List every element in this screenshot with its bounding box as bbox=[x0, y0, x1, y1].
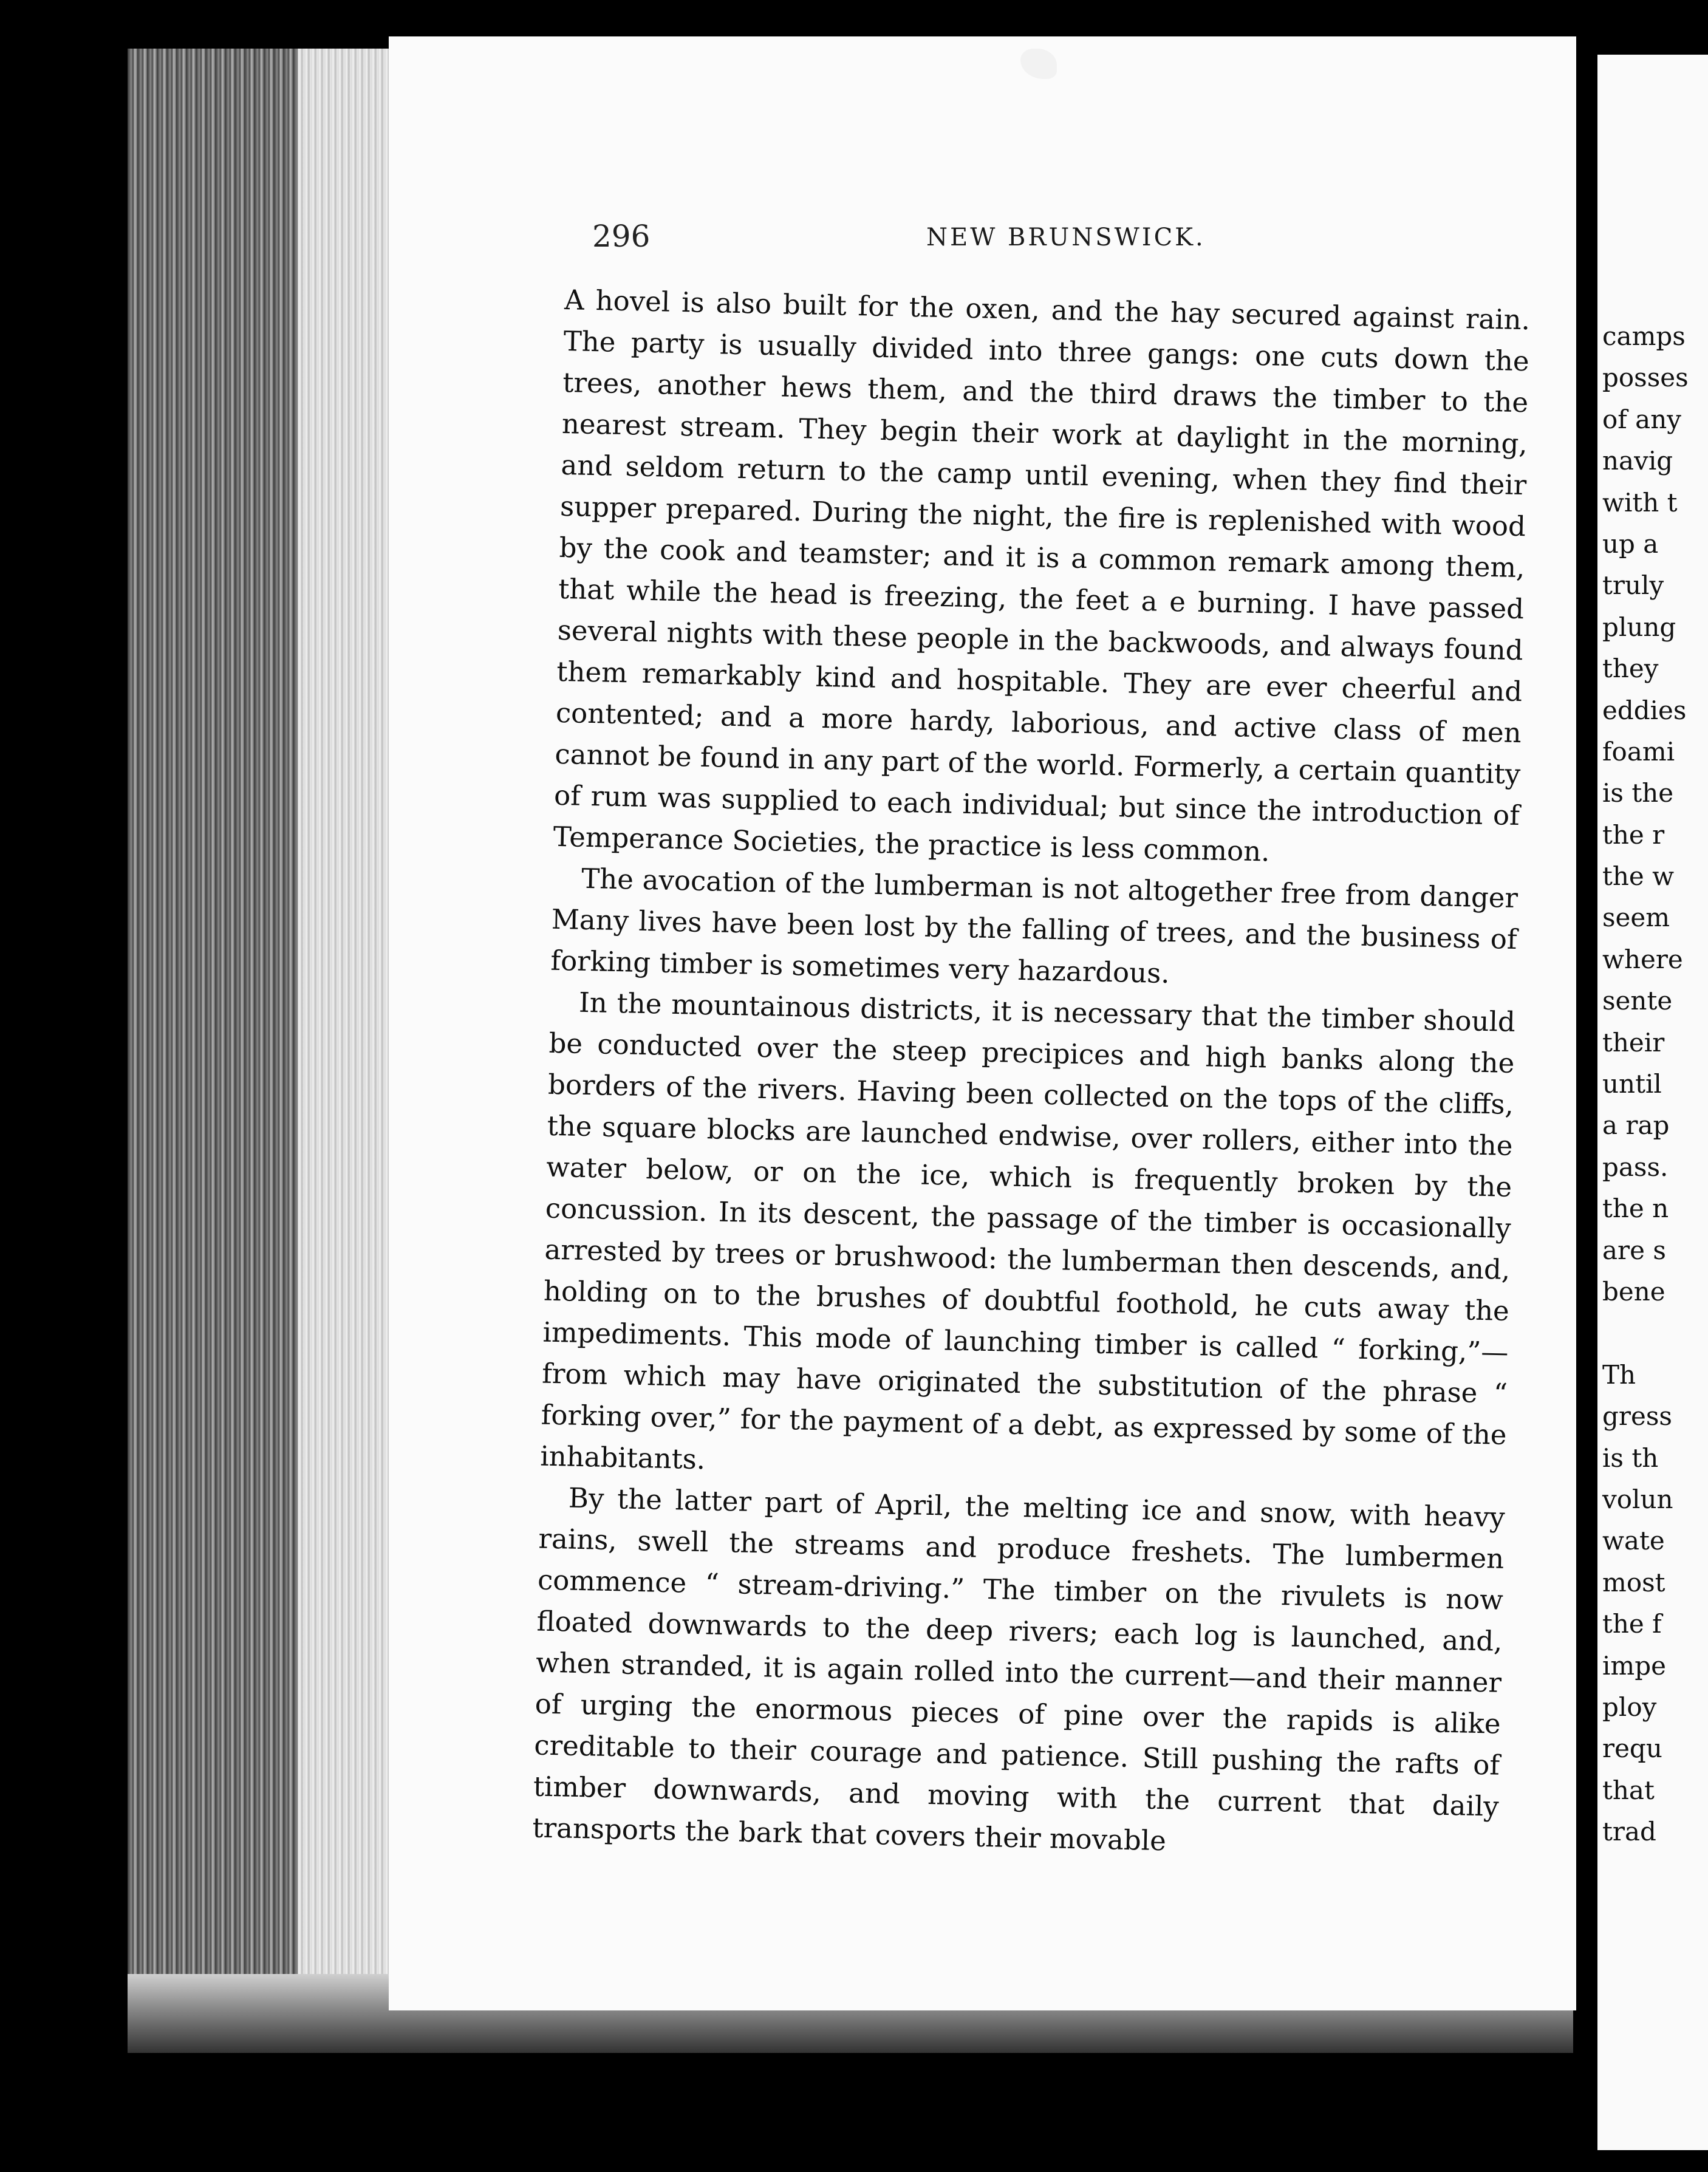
right-page-line: ploy bbox=[1602, 1692, 1657, 1722]
right-page-line: truly bbox=[1602, 570, 1664, 601]
right-page-line: posses bbox=[1602, 363, 1689, 393]
page-number: 296 bbox=[592, 219, 651, 254]
right-page-line: trad bbox=[1602, 1817, 1656, 1847]
right-page-line: their bbox=[1602, 1027, 1665, 1057]
right-page-line: the r bbox=[1602, 819, 1665, 850]
page-edges-light bbox=[298, 49, 401, 1992]
book-gutter bbox=[1576, 24, 1600, 2059]
right-page-line: the w bbox=[1602, 861, 1675, 892]
right-page-lines bbox=[1602, 316, 1708, 1853]
right-page-line: impe bbox=[1602, 1650, 1666, 1681]
right-page-line: where bbox=[1602, 944, 1683, 974]
right-page-line: gress bbox=[1602, 1401, 1672, 1432]
right-page-line: up a bbox=[1602, 528, 1659, 559]
right-page-line: most bbox=[1602, 1567, 1665, 1597]
right-page-line: they bbox=[1602, 654, 1659, 684]
right-page-line: bene bbox=[1602, 1276, 1665, 1306]
paragraph-2: The avocation of the lumberman is not altogether free from danger Many lives have been lost by the falling of trees, and the business of forking timber is sometimes very hazardous. bbox=[550, 862, 1518, 990]
right-page-line: seem bbox=[1602, 903, 1670, 933]
page-torn-corner bbox=[1020, 49, 1057, 79]
right-page-line: volun bbox=[1602, 1484, 1673, 1514]
right-page-line: until bbox=[1602, 1069, 1662, 1099]
right-page-line: of any bbox=[1602, 404, 1681, 434]
paragraph-4: By the latter part of April, the melting ice and snow, with heavy rains, swell the streams and produce freshets. The lumbermen commence “ stream-driving.” The timber on the rivulets is now floated downwards to the deep rivers; each log is launched, and, when stranded, it is again rolled into the current—and their manner of urging the enormous pieces of pine over the rapids is alike creditable to their courage and patience. Still pushing the rafts of timber downwards, and moving with the current that daily transports the bark that covers their movable bbox=[532, 1481, 1506, 1857]
book-page-edges bbox=[128, 49, 401, 1992]
right-page-line: requ bbox=[1602, 1733, 1662, 1764]
paragraph-1: A hovel is also built for the oxen, and the hay secured against rain. The party is usually divided into three gangs: one cuts down the trees, another hews them, and the third draws the timber to the nearest stream. They begin their work at daylight in the morning, and seldom return to the camp until evening, when they find their supper prepared. During the night, the fire is replenished with wood by the cook and teamster; and it is a common remark among them, that while the head is freezing, the feet a e burning. I have passed several nights with these people in the backwoods, and always found them remarkably kind and hospitable. They are ever cheerful and contented; and a more hardy, laborious, and active class of men cannot be found in any part of the world. Formerly, a certain quantity of rum was supplied to each individual; but since the introduction of Temperance Societies, the practice is less common. bbox=[553, 283, 1531, 868]
right-page-line: plung bbox=[1602, 612, 1676, 642]
paragraph-3: In the mountainous districts, it is necessary that the timber should be conducted over the steep precipices and high banks along the borders of the rivers. Having been collected on the tops of the cliffs, the square blocks are launched endwise, over rollers, either into the water below, or on the ice, which is frequently broken by the concussion. In its descent, the passage of the timber is occasionally arrested by trees or brushwood: the lumberman then descends, and, holding on to the brushes of doubtful foothold, he cuts away the impediments. This mode of launching timber is called “ forking,”—from which may have originated the substitution of the phrase “ forking over,” for the payment of a debt, as expressed by some of the inhabitants. bbox=[539, 986, 1516, 1476]
right-page-line: navig bbox=[1602, 446, 1673, 476]
right-page-line bbox=[1602, 1313, 1708, 1354]
right-page-line: Th bbox=[1602, 1359, 1636, 1390]
right-page-line: is th bbox=[1602, 1443, 1659, 1473]
body-text bbox=[532, 279, 1531, 1869]
right-page-line: the f bbox=[1602, 1609, 1662, 1639]
right-page-line: sente bbox=[1602, 986, 1673, 1016]
right-page-line: wate bbox=[1602, 1526, 1665, 1556]
right-page-line: that bbox=[1602, 1775, 1655, 1805]
right-page-line: a rap bbox=[1602, 1110, 1670, 1141]
right-page-line: with t bbox=[1602, 487, 1678, 517]
right-page-line: pass. bbox=[1602, 1152, 1669, 1182]
right-page-line: foami bbox=[1602, 736, 1675, 767]
right-page-line: camps bbox=[1602, 321, 1686, 351]
right-page-line: is the bbox=[1602, 778, 1674, 808]
right-page-line: the n bbox=[1602, 1194, 1669, 1224]
right-page-fragment bbox=[1597, 55, 1708, 2150]
right-page-line: eddies bbox=[1602, 695, 1687, 725]
page-header bbox=[592, 219, 1534, 267]
running-head: NEW BRUNSWICK. bbox=[926, 224, 1206, 251]
right-page-line: are s bbox=[1602, 1235, 1666, 1265]
